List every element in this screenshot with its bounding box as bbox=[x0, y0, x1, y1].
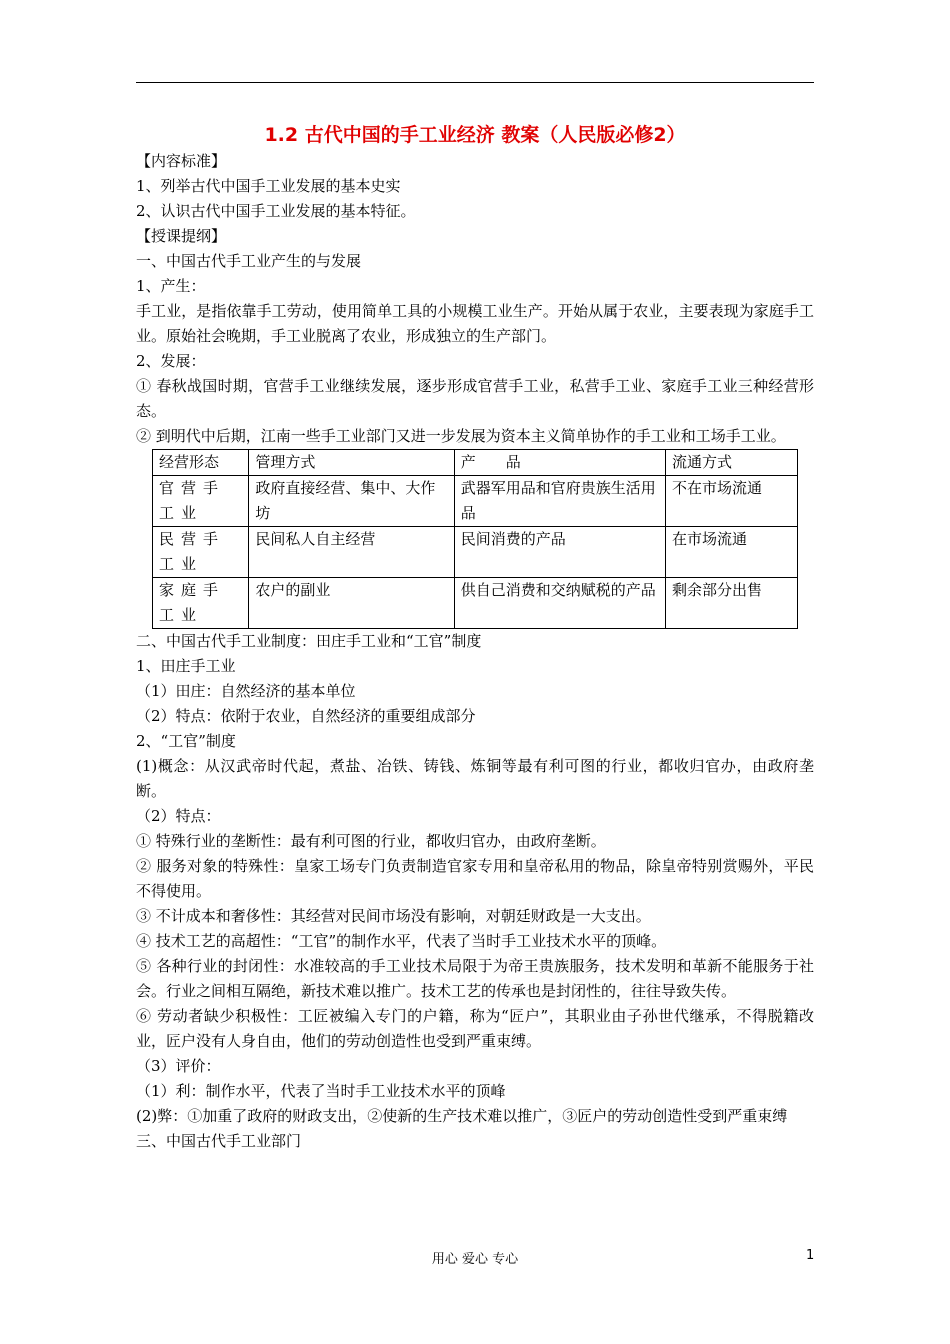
section-2-heading: 二、中国古代手工业制度：田庄手工业和“工官”制度 bbox=[136, 632, 482, 650]
table-cell: 家庭手工业 bbox=[153, 578, 249, 629]
table-header-row bbox=[153, 450, 798, 476]
table-header-cell: 流通方式 bbox=[666, 450, 798, 476]
section-2-1-heading: 1、田庄手工业 bbox=[136, 657, 236, 675]
standard-item-1: 1、列举古代中国手工业发展的基本史实 bbox=[136, 177, 401, 195]
section-2-2-concept: (1)概念：从汉武帝时代起，煮盐、冶铁、铸钱、炼铜等最有利可图的行业，都收归官办，由政府垄断。 bbox=[136, 757, 814, 800]
table-cell: 剩余部分出售 bbox=[666, 578, 798, 629]
table-cell: 农户的副业 bbox=[249, 578, 454, 629]
business-form-table bbox=[152, 449, 798, 629]
footer-text: 用心 爱心 专心 bbox=[431, 1252, 519, 1267]
feature-item-5: ⑤ 各种行业的封闭性：水准较高的手工业技术局限于为帝王贵族服务，技术发明和革新不能服务于社会。行业之间相互隔绝，新技术难以推广。技术工艺的传承也是封闭性的，往往导致失传。 bbox=[136, 957, 814, 1000]
section-1-heading: 一、中国古代手工业产生的与发展 bbox=[136, 252, 362, 270]
table-header-cell: 管理方式 bbox=[249, 450, 454, 476]
evaluation-pro: （1）利：制作水平，代表了当时手工业技术水平的顶峰 bbox=[136, 1082, 506, 1100]
feature-item-2: ② 服务对象的特殊性：皇家工场专门负责制造官家专用和皇帝私用的物品，除皇帝特别赏赐外，平民不得使用。 bbox=[136, 857, 814, 900]
section-1-1-heading: 1、产生： bbox=[136, 277, 206, 295]
section-1-2-item-1: ① 春秋战国时期，官营手工业继续发展，逐步形成官营手工业，私营手工业、家庭手工业三种经营形态。 bbox=[136, 377, 814, 420]
table-row bbox=[153, 527, 798, 578]
evaluation-con: (2)弊：①加重了政府的财政支出，②使新的生产技术难以推广，③匠户的劳动创造性受到严重束缚 bbox=[136, 1107, 788, 1125]
evaluation-heading: （3）评价： bbox=[136, 1057, 221, 1075]
features-heading: （2）特点： bbox=[136, 807, 221, 825]
standard-heading: 【内容标准】 bbox=[136, 152, 227, 170]
section-1-2-item-2: ② 到明代中后期，江南一些手工业部门又进一步发展为资本主义简单协作的手工业和工场手工业。 bbox=[136, 427, 786, 445]
table-cell: 供自己消费和交纳赋税的产品 bbox=[454, 578, 665, 629]
table-cell: 武器军用品和官府贵族生活用品 bbox=[454, 476, 665, 527]
feature-item-3: ③ 不计成本和奢侈性：其经营对民间市场没有影响，对朝廷财政是一大支出。 bbox=[136, 907, 651, 925]
feature-item-1: ① 特殊行业的垄断性：最有利可图的行业，都收归官办，由政府垄断。 bbox=[136, 832, 606, 850]
table-cell: 民营手工业 bbox=[153, 527, 249, 578]
feature-item-4: ④ 技术工艺的高超性：“工官”的制作水平，代表了当时手工业技术水平的顶峰。 bbox=[136, 932, 667, 950]
table-cell: 在市场流通 bbox=[666, 527, 798, 578]
standard-item-2: 2、认识古代中国手工业发展的基本特征。 bbox=[136, 202, 416, 220]
page-title: 1.2 古代中国的手工业经济 教案（人民版必修2） bbox=[264, 124, 686, 146]
section-2-2-heading: 2、“工官”制度 bbox=[136, 732, 236, 750]
section-3-heading: 三、中国古代手工业部门 bbox=[136, 1132, 302, 1150]
page-number: 1 bbox=[806, 1248, 815, 1263]
table-header-cell: 产 品 bbox=[454, 450, 665, 476]
table-cell: 民间私人自主经营 bbox=[249, 527, 454, 578]
section-1-1-text: 手工业，是指依靠手工劳动，使用简单工具的小规模工业生产。开始从属于农业，主要表现为家庭手工业。原始社会晚期，手工业脱离了农业，形成独立的生产部门。 bbox=[136, 302, 814, 345]
section-2-1-item-b: （2）特点：依附于农业，自然经济的重要组成部分 bbox=[136, 707, 476, 725]
feature-item-6: ⑥ 劳动者缺少积极性：工匠被编入专门的户籍，称为“匠户”，其职业由子孙世代继承，不得脱籍改业，匠户没有人身自由，他们的劳动创造性也受到严重束缚。 bbox=[136, 1007, 814, 1050]
table-row bbox=[153, 476, 798, 527]
section-1-2-heading: 2、发展： bbox=[136, 352, 206, 370]
table-cell: 民间消费的产品 bbox=[454, 527, 665, 578]
document-body bbox=[136, 122, 814, 1154]
table-cell: 不在市场流通 bbox=[666, 476, 798, 527]
outline-heading: 【授课提纲】 bbox=[136, 227, 227, 245]
table-cell: 政府直接经营、集中、大作坊 bbox=[249, 476, 454, 527]
section-2-1-item-a: （1）田庄：自然经济的基本单位 bbox=[136, 682, 356, 700]
table-header-cell: 经营形态 bbox=[153, 450, 249, 476]
header-rule bbox=[136, 82, 814, 83]
table-row bbox=[153, 578, 798, 629]
table-cell: 官营手工业 bbox=[153, 476, 249, 527]
